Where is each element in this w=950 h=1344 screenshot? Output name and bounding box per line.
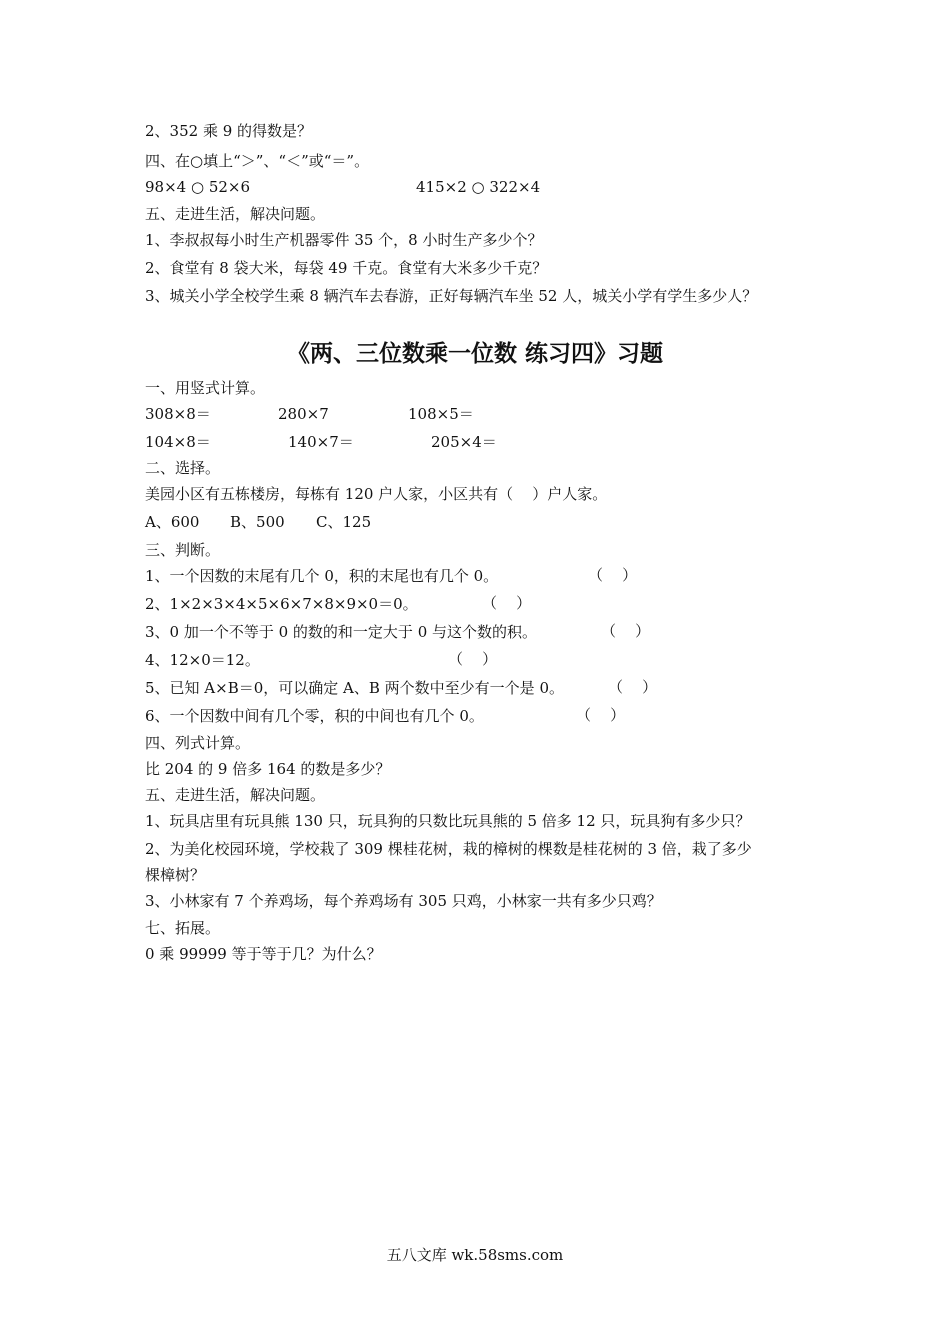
- judge-bracket-5: （ ）: [608, 678, 658, 696]
- page-title: 《两、三位数乘一位数 练习四》习题: [286, 340, 663, 367]
- section-life-heading: 五、走进生活，解决问题。: [145, 205, 326, 223]
- choice-option-a: A、600: [145, 513, 200, 531]
- judge-item-6: 6、一个因数中间有几个零，积的中间也有几个 0。: [145, 707, 484, 725]
- compare-item-a: 98×4 ○ 52×6: [145, 178, 251, 196]
- section-compare-heading: 四、在○填上“＞”、“＜”或“＝”。: [145, 152, 370, 170]
- choice-option-b: B、500: [230, 513, 285, 531]
- judge-bracket-6: （ ）: [576, 706, 626, 724]
- question-352x9: 2、352 乘 9 的得数是？: [145, 122, 313, 140]
- judge-bracket-1: （ ）: [588, 566, 638, 584]
- choice-option-c: C、125: [316, 513, 372, 531]
- calc-item-4: 104×8＝: [145, 433, 211, 451]
- life2-question-2-line1: 2、为美化校园环境，学校栽了 309 棵桂花树，栽的樟树的棵数是桂花树的 3 倍，栽了多少: [145, 840, 752, 858]
- section-formula-heading: 四、列式计算。: [145, 734, 251, 752]
- section-life2-heading: 五、走进生活，解决问题。: [145, 786, 326, 804]
- judge-item-1: 1、一个因数的末尾有几个 0，积的末尾也有几个 0。: [145, 567, 499, 585]
- section-vertical-calc-heading: 一、用竖式计算。: [145, 379, 266, 397]
- judge-item-4: 4、12×0＝12。: [145, 651, 260, 669]
- calc-item-1: 308×8＝: [145, 405, 211, 423]
- compare-item-b: 415×2 ○ 322×4: [416, 178, 541, 196]
- formula-question: 比 204 的 9 倍多 164 的数是多少？: [145, 760, 391, 778]
- extend-question: 0 乘 99999 等于等于几？为什么？: [145, 945, 382, 963]
- section-choice-heading: 二、选择。: [145, 459, 221, 477]
- judge-bracket-3: （ ）: [601, 622, 651, 640]
- calc-item-2: 280×7: [278, 405, 329, 423]
- life-question-1: 1、李叔叔每小时生产机器零件 35 个，8 小时生产多少个？: [145, 231, 543, 249]
- footer-source: 五八文库 wk.58sms.com: [386, 1246, 564, 1264]
- calc-item-6: 205×4＝: [431, 433, 497, 451]
- calc-item-5: 140×7＝: [288, 433, 354, 451]
- choice-question: 美园小区有五栋楼房，每栋有 120 户人家，小区共有（ ）户人家。: [145, 485, 608, 503]
- life-question-2: 2、食堂有 8 袋大米，每袋 49 千克。食堂有大米多少千克？: [145, 259, 548, 277]
- judge-item-3: 3、0 加一个不等于 0 的数的和一定大于 0 与这个数的积。: [145, 623, 538, 641]
- life-question-3: 3、城关小学全校学生乘 8 辆汽车去春游，正好每辆汽车坐 52 人，城关小学有学生多少人？: [145, 287, 758, 305]
- life2-question-3: 3、小林家有 7 个养鸡场，每个养鸡场有 305 只鸡，小林家一共有多少只鸡？: [145, 892, 662, 910]
- judge-item-5: 5、已知 A×B＝0，可以确定 A、B 两个数中至少有一个是 0。: [145, 679, 564, 697]
- calc-item-3: 108×5＝: [408, 405, 474, 423]
- section-judge-heading: 三、判断。: [145, 541, 221, 559]
- judge-item-2: 2、1×2×3×4×5×6×7×8×9×0＝0。: [145, 595, 418, 613]
- judge-bracket-4: （ ）: [448, 650, 498, 668]
- life2-question-2-line2: 棵樟树？: [145, 866, 206, 884]
- life2-question-1: 1、玩具店里有玩具熊 130 只，玩具狗的只数比玩具熊的 5 倍多 12 只，玩具狗有多少只？: [145, 812, 751, 830]
- judge-bracket-2: （ ）: [482, 594, 532, 612]
- section-extend-heading: 七、拓展。: [145, 919, 221, 937]
